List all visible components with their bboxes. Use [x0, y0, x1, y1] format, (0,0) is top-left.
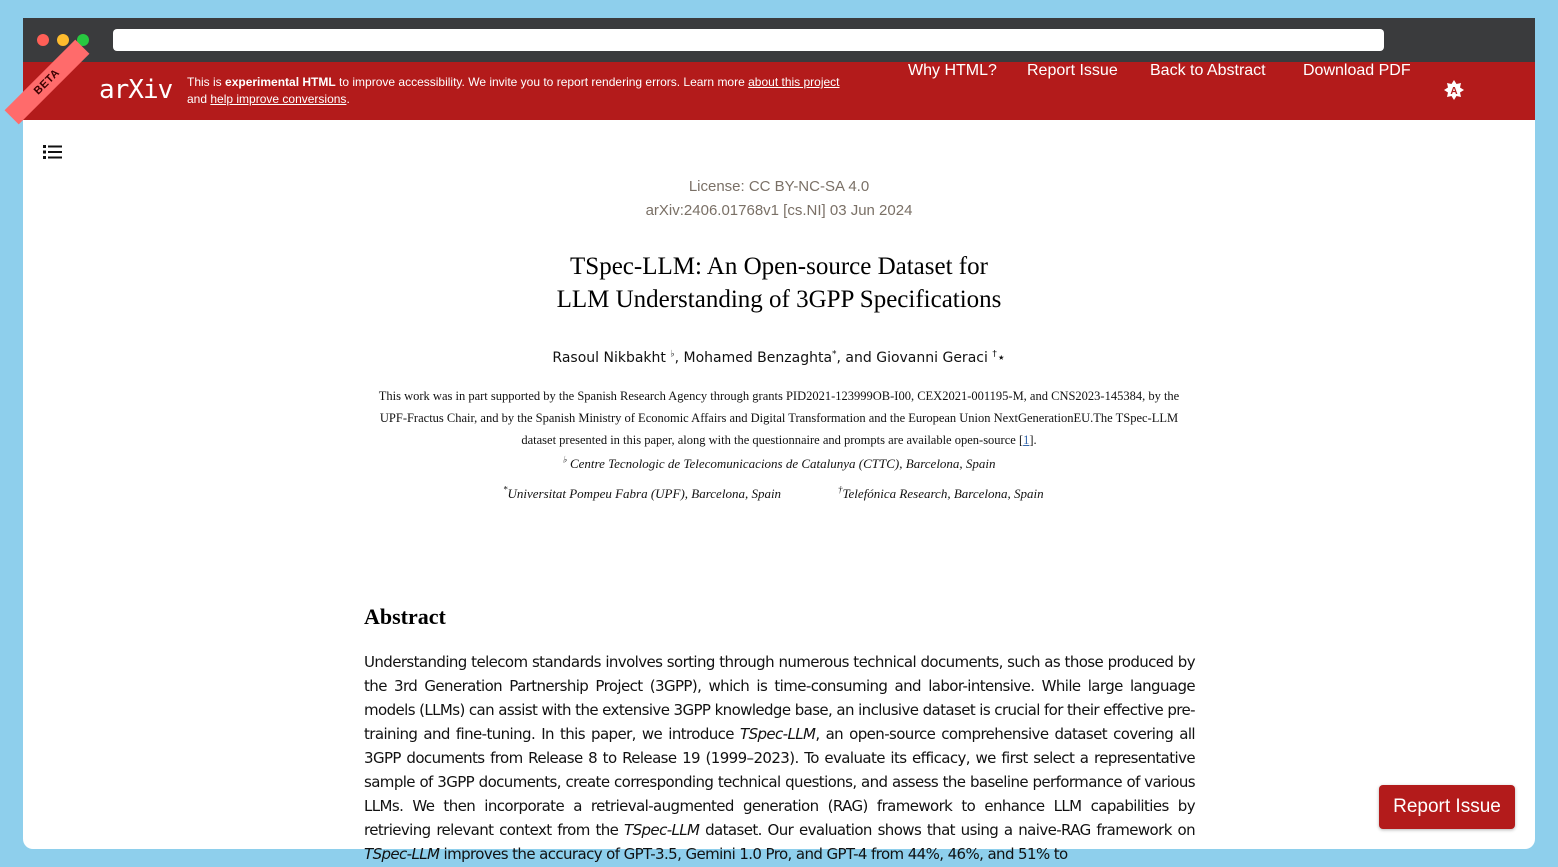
affiliation-3 [838, 484, 1044, 504]
dataset-name: TSpec-LLM [624, 821, 700, 839]
title-line: LLM Understanding of 3GPP Specifications [556, 286, 1002, 313]
license-block [23, 175, 1535, 223]
funding-note [375, 385, 1183, 451]
theme-toggle-icon[interactable] [1443, 79, 1465, 101]
affiliation-text: Universitat Pompeu Fabra (UPF), Barcelona, Spain [507, 486, 782, 501]
abstract-text [364, 650, 1195, 866]
funding-text: ]. [1029, 433, 1037, 447]
minimize-window-button[interactable] [57, 34, 69, 46]
author-name: Rasoul Nikbakht [552, 350, 671, 366]
browser-window [23, 18, 1535, 863]
notice-text: and [187, 92, 211, 106]
close-window-button[interactable] [37, 34, 49, 46]
why-html-link[interactable]: Why HTML? [908, 62, 997, 79]
affiliation-mark: * [832, 349, 837, 360]
affiliation-mark: * [503, 484, 508, 495]
affiliation-2 [503, 484, 781, 504]
improve-conversions-link[interactable]: help improve conversions [210, 92, 347, 106]
affiliation-1 [23, 454, 1535, 474]
report-issue-link[interactable]: Report Issue [1027, 62, 1118, 79]
affiliation-text: Centre Tecnologic de Telecomunicacions de Catalunya (CTTC), Barcelona, Spain [569, 456, 996, 471]
author-name: , and Giovanni Geraci [836, 350, 993, 366]
browser-titlebar [23, 18, 1535, 62]
footnote-star: ⋆ [996, 350, 1006, 366]
notice-text: This is [187, 75, 226, 89]
affiliation-mark: ♭ [562, 454, 567, 465]
affiliation-mark: † [992, 349, 997, 360]
abstract-heading: Abstract [364, 604, 446, 629]
arxiv-id: arXiv:2406.01768v1 [cs.NI] 03 Jun 2024 [645, 202, 913, 219]
paper-content [23, 120, 1535, 863]
download-pdf-link[interactable]: Download PDF [1303, 62, 1411, 79]
about-project-link[interactable]: about this project [748, 75, 840, 89]
abstract-sentence: , an open-source comprehensive dataset covering all 3GPP documents from Release 8 to Release 19 (1999–2023). To evaluate its efficacy, we first select a representative sample of 3GPP documents, create corresponding technical questions, and assess the baseline performance of various LLMs. We then incorporate a retrieval-augmented generation (RAG) framework to enhance LLM capabilities by retrieving relevant context from the [364, 725, 1195, 839]
dataset-name: TSpec-LLM [364, 845, 440, 863]
author-name: , Mohamed Benzaghta [674, 350, 833, 366]
svg-text:A: A [1450, 86, 1458, 97]
back-to-abstract-link[interactable]: Back to Abstract [1150, 62, 1266, 79]
affiliation-text: Telefónica Research, Barcelona, Spain [842, 486, 1044, 501]
funding-text: This work was in part supported by the Spanish Research Agency through grants PID2021-123999OB-I00, CEX2021-001195-M, and CNS2023-145384, by the UPF-Fractus Chair, and by the Spanish Ministry of Economic Affairs and Digital Transformation and the European Union NextGenerationEU.The TSpec-LLM dataset presented in this paper, along with the questionnaire and prompts are available open-source [ [378, 389, 1180, 447]
abstract-sentence: dataset. Our evaluation shows that using a naive-RAG framework on [699, 821, 1195, 839]
floating-report-issue-button[interactable]: Report Issue [1379, 785, 1515, 829]
affiliation-mark: † [838, 484, 843, 495]
dataset-name: TSpec-LLM [740, 725, 816, 743]
notice-text: to improve accessibility. We invite you to report rendering errors. Learn more [335, 75, 749, 89]
paper-title [23, 250, 1535, 316]
notice-bold: experimental HTML [225, 75, 336, 89]
arxiv-header [23, 62, 1535, 120]
authors-line [23, 348, 1535, 368]
citation-link[interactable]: 1 [1023, 433, 1030, 447]
affiliation-mark: ♭ [670, 349, 675, 360]
arxiv-logo[interactable]: arXiv [99, 75, 173, 105]
title-line: TSpec-LLM: An Open-source Dataset for [570, 253, 988, 280]
address-bar[interactable] [113, 29, 1384, 51]
notice-text: . [346, 92, 350, 106]
abstract-sentence: Understanding telecom standards involves sorting through numerous technical documents, such as those produced by the 3rd Generation Partnership Project (3GPP), which is time-consuming and labor-intensive. While large language models (LLMs) can assist with the extensive 3GPP knowledge base, an inclusive dataset is crucial for their effective pre-training and fine-tuning. In this paper, we introduce [364, 653, 1195, 743]
license-text: License: CC BY-NC-SA 4.0 [688, 178, 870, 195]
experimental-notice [187, 74, 877, 108]
abstract-sentence: improves the accuracy of GPT-3.5, Gemini 1.0 Pro, and GPT-4 from 44%, 46%, and 51% to [439, 845, 1068, 863]
beta-label: BETA [31, 66, 63, 98]
